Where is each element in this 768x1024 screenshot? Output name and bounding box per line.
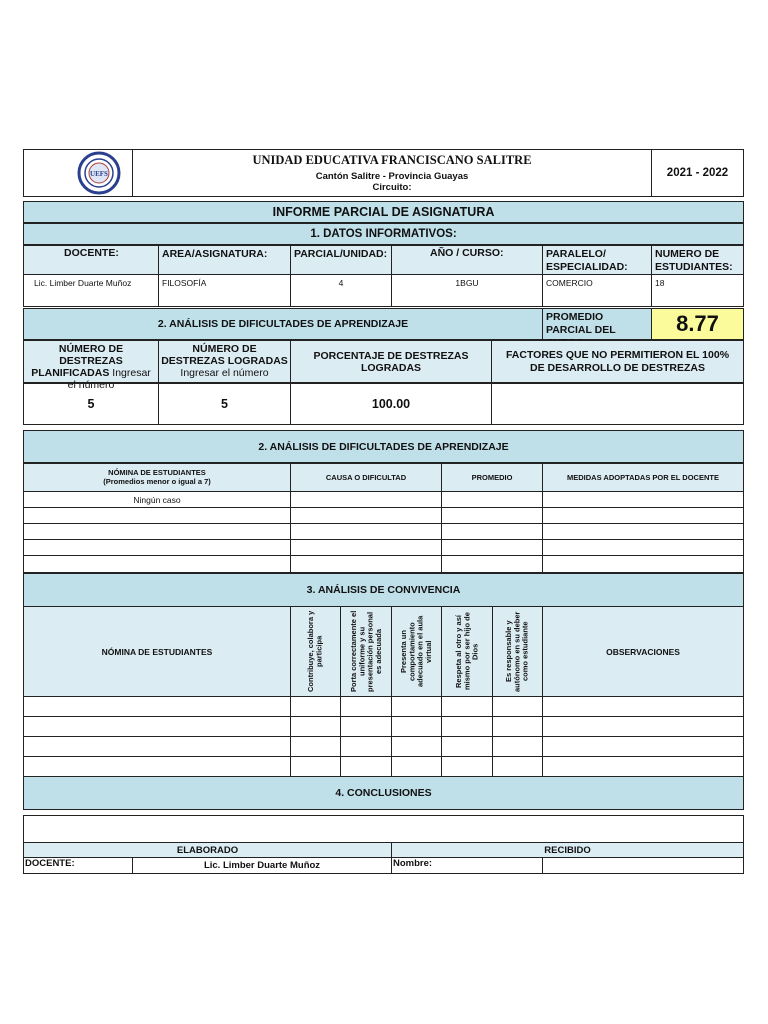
medidas-header: MEDIDAS ADOPTADAS POR EL DOCENTE: [542, 463, 744, 492]
table-cell: [441, 523, 543, 540]
criterio-4-header: [441, 606, 493, 697]
promedio-col-header: PROMEDIO: [441, 463, 543, 492]
elaborado-header: ELABORADO: [23, 842, 392, 858]
table-row: [23, 507, 291, 524]
criterio-2-text: Porta correctamente el uniforme y su presentación personal es adecuada: [348, 610, 383, 693]
table-row: [23, 555, 291, 573]
table-cell: [391, 696, 442, 717]
nombre-value: [542, 857, 744, 874]
table-cell: [441, 756, 493, 777]
table-row: [23, 523, 291, 540]
destrezas-logradas-header: [158, 340, 291, 383]
logradas-value: 5: [158, 383, 291, 425]
table-cell: [542, 696, 744, 717]
table-row: [23, 716, 291, 737]
paralelo-header: PARALELO/ ESPECIALIDAD:: [542, 245, 652, 275]
logradas-hint: Ingresar el número: [180, 367, 269, 380]
factores-header: FACTORES QUE NO PERMITIERON EL 100% DE DESARROLLO DE DESTREZAS: [491, 340, 744, 383]
criterio-4-text: Respeta al otro y así mismo por ser hijo de Dios: [453, 612, 480, 691]
table-cell: [542, 736, 744, 757]
table-cell: [492, 696, 543, 717]
logradas-bold: NÚMERO DE DESTREZAS LOGRADAS: [161, 343, 288, 368]
school-year: 2021 - 2022: [651, 149, 744, 197]
analisis2-title: 2. ANÁLISIS DE DIFICULTADES DE APRENDIZAJE: [23, 430, 744, 463]
docente-signature-name: Lic. Limber Duarte Muñoz: [132, 857, 392, 874]
table-row: [23, 539, 291, 556]
table-cell: [290, 756, 341, 777]
table-cell: [542, 507, 744, 524]
table-row: [23, 756, 291, 777]
table-cell: [391, 716, 442, 737]
convivencia-title: 3. ANÁLISIS DE CONVIVENCIA: [23, 573, 744, 607]
table-cell: [290, 696, 341, 717]
table-cell: [492, 736, 543, 757]
criterio-2-header: [340, 606, 392, 697]
area-header: AREA/ASIGNATURA:: [158, 245, 291, 275]
table-cell: [542, 539, 744, 556]
table-cell: [290, 736, 341, 757]
logo-lettering: UEFS: [90, 170, 108, 178]
promedio-label: PROMEDIO PARCIAL DEL: [542, 308, 652, 340]
table-cell: [340, 716, 392, 737]
table-cell: [290, 491, 442, 508]
parcial-value: 4: [290, 274, 392, 307]
factores-value: [491, 383, 744, 425]
convivencia-nomina-header: NÓMINA DE ESTUDIANTES: [23, 606, 291, 697]
criterio-1-text: Contribuye, colabora y participa: [306, 610, 324, 693]
table-row: [23, 696, 291, 717]
table-cell: [492, 716, 543, 737]
criterio-5-text: Es responsable y autónomo en su deber como estudiante: [504, 611, 530, 692]
school-name: UNIDAD EDUCATIVA FRANCISCANO SALITRE: [252, 153, 532, 167]
table-cell: [290, 716, 341, 737]
paralelo-value: COMERCIO: [542, 274, 652, 307]
planificadas-bold: NÚMERO DE DESTREZAS PLANIFICADAS: [31, 343, 124, 380]
logo-cell: [23, 149, 133, 197]
table-cell: [391, 756, 442, 777]
table-cell: [340, 756, 392, 777]
analisis1-title: 2. ANÁLISIS DE DIFICULTADES DE APRENDIZAJE: [23, 308, 543, 340]
table-cell: [441, 507, 543, 524]
recibido-header: RECIBIDO: [391, 842, 744, 858]
table-cell: [441, 555, 543, 573]
datos-section-title: 1. DATOS INFORMATIVOS:: [23, 223, 744, 245]
table-cell: [441, 696, 493, 717]
school-header: [132, 149, 652, 197]
docente-signature-label: DOCENTE:: [23, 857, 133, 874]
circuito-text: Circuito:: [372, 182, 412, 193]
table-cell: [340, 736, 392, 757]
criterio-5-header: [492, 606, 543, 697]
table-cell: [391, 736, 442, 757]
curso-header: AÑO / CURSO:: [391, 245, 543, 275]
docente-value: Lic. Limber Duarte Muñoz: [23, 274, 159, 307]
conclusiones-title: 4. CONCLUSIONES: [23, 776, 744, 810]
observaciones-header: OBSERVACIONES: [542, 606, 744, 697]
curso-value: 1BGU: [391, 274, 543, 307]
table-row: Ningún caso: [23, 491, 291, 508]
table-cell: [290, 539, 442, 556]
destrezas-planificadas-header: [23, 340, 159, 392]
table-cell: [340, 696, 392, 717]
porcentaje-value: 100.00: [290, 383, 492, 425]
criterio-1-header: [290, 606, 341, 697]
table-cell: [290, 507, 442, 524]
nomina-header-line2: (Promedios menor o igual a 7): [103, 477, 211, 486]
table-row: [23, 736, 291, 757]
table-cell: [492, 756, 543, 777]
table-cell: [542, 523, 744, 540]
nombre-label: Nombre:: [391, 857, 543, 874]
table-cell: [542, 491, 744, 508]
porcentaje-header: PORCENTAJE DE DESTREZAS LOGRADAS: [290, 340, 492, 383]
table-cell: [441, 736, 493, 757]
criterio-3-text: Presenta un comportamiento adecuado en el aula virtual: [399, 615, 433, 688]
numero-header: NUMERO DE ESTUDIANTES:: [651, 245, 744, 275]
table-cell: [441, 491, 543, 508]
planificadas-value: 5: [23, 383, 159, 425]
table-cell: [441, 539, 543, 556]
causa-header: CAUSA O DIFICULTAD: [290, 463, 442, 492]
promedio-value: 8.77: [651, 308, 744, 340]
nomina-header-line1: NÓMINA DE ESTUDIANTES: [108, 468, 206, 477]
docente-header: DOCENTE:: [23, 245, 159, 275]
school-logo: [24, 150, 134, 196]
table-cell: [290, 555, 442, 573]
conclusiones-body: [23, 815, 744, 843]
table-cell: [542, 716, 744, 737]
table-cell: [441, 716, 493, 737]
planificadas-hint: Ingresar el número: [67, 367, 151, 392]
table-cell: [542, 756, 744, 777]
table-cell: [290, 523, 442, 540]
nomina-header: [23, 463, 291, 492]
numero-value: 18: [651, 274, 744, 307]
table-cell: [542, 555, 744, 573]
report-title: INFORME PARCIAL DE ASIGNATURA: [23, 201, 744, 223]
parcial-header: PARCIAL/UNIDAD:: [290, 245, 392, 275]
canton-text: Cantón Salitre - Provincia Guayas: [315, 171, 469, 182]
criterio-3-header: [391, 606, 442, 697]
area-value: FILOSOFÍA: [158, 274, 291, 307]
